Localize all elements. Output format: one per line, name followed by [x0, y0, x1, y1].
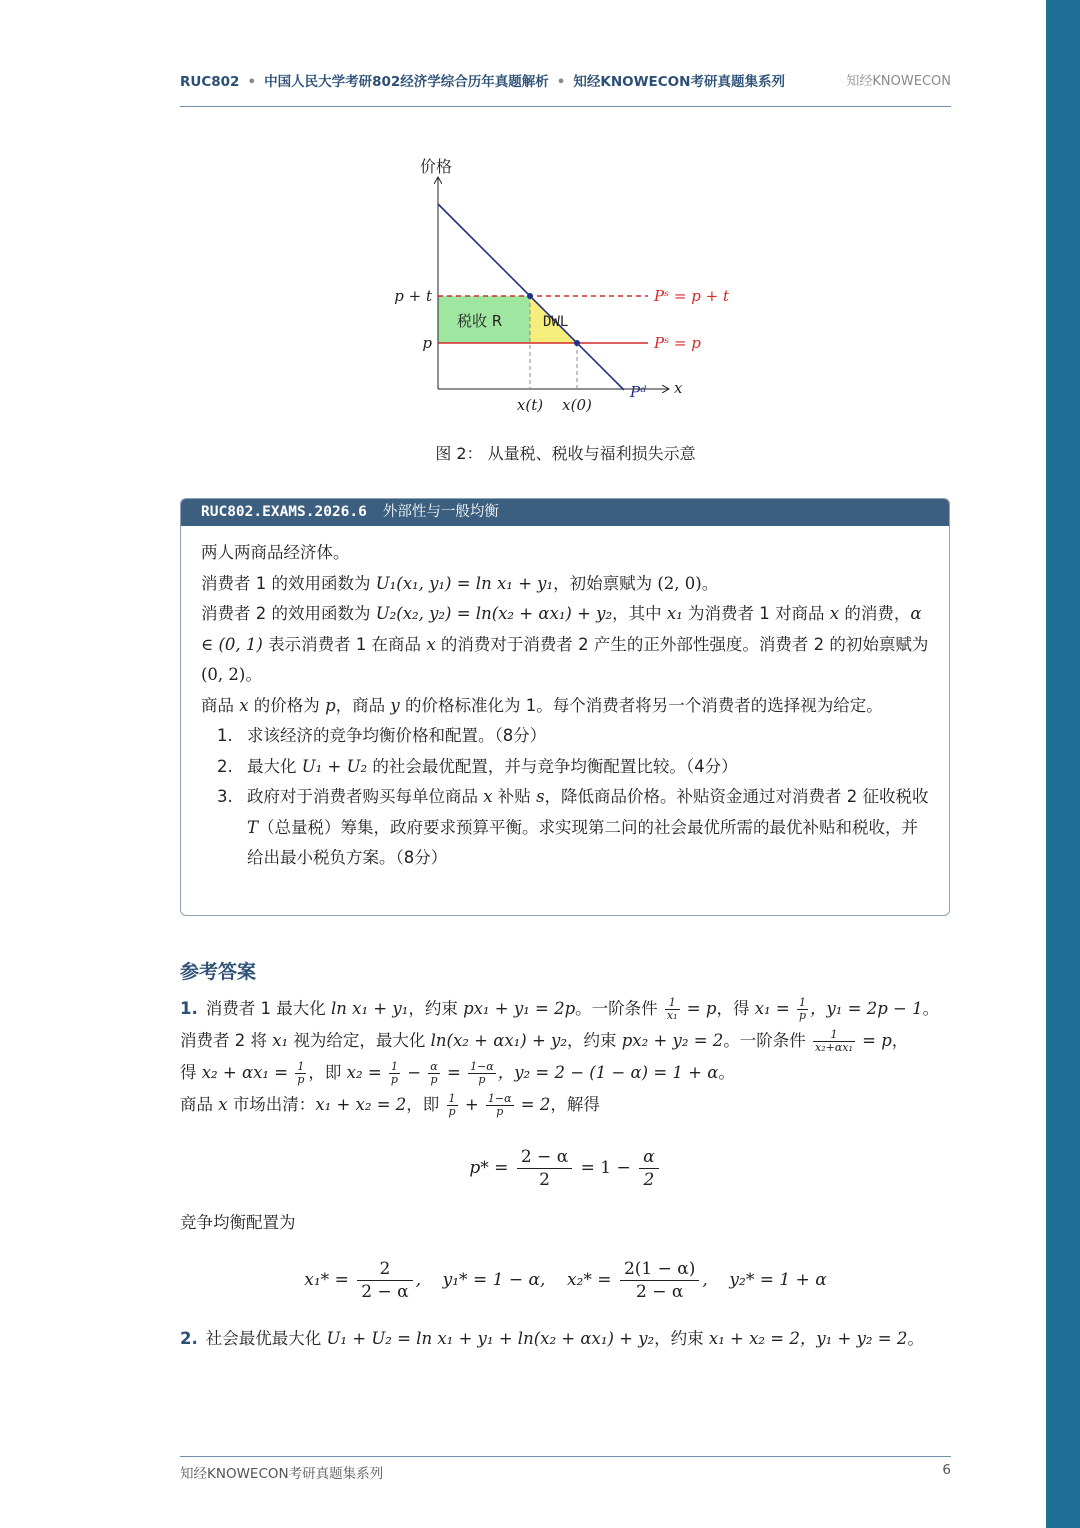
- base-equilibrium-point: [574, 340, 580, 346]
- equilibrium-allocation-equation: x₁* = $\frac{2}{2 - \alpha}$ , y₁* = 1 − α, x₂* = $\frac{2(1 - \alpha)}{2 - \alpha}$ , y₂* = 1 + α: [304, 1259, 827, 1302]
- answer-consumer2-solution: 得 x₂ + αx₁ = $\frac{1}{p}$ ，即 x₂ = $\frac{1}{p}$ − $\frac{\alpha}{p}$ = $\frac{1-\alpha}{p}$ ，y₂ = 2 − (1 − α) = 1 + α。: [180, 1060, 735, 1086]
- base-supply-label: Pˢ = p: [654, 334, 701, 352]
- consumer1-utility: 消费者 1 的效用函数为 U₁(x₁, y₁) = ln x₁ + y₁，初始禀赋为 (2, 0)。: [201, 573, 719, 593]
- answer-part2: 2. 社会最优最大化 U₁ + U₂ = ln x₁ + y₁ + ln(x₂ + αx₁) + y₂，约束 x₁ + x₂ = 2，y₁ + y₂ = 2。: [180, 1329, 924, 1348]
- equilibrium-price-equation: p* = $\frac{2 - \alpha}{2}$ = 1 − $\frac{\alpha}{2}$: [180, 1146, 951, 1191]
- answer-heading: 参考答案: [180, 961, 257, 983]
- demand-label: Pᵈ: [630, 383, 647, 401]
- header-rule: [180, 106, 951, 107]
- tax-diagram: [380, 150, 780, 425]
- page-header: RUC802 • 中国人民大学考研802经济学综合历年真题解析 • 知经KNOWECON考研真题集系列 知经KNOWECON: [180, 70, 951, 90]
- x-axis-label: x: [674, 379, 683, 397]
- question-2: 2. 最大化 U₁ + U₂ 的社会最优配置，并与竞争均衡配置比较。（4分）: [217, 756, 738, 776]
- page-footer: [180, 1462, 951, 1482]
- answer-part1-block: [180, 993, 952, 1121]
- exam-topic: 外部性与一般均衡: [382, 504, 499, 520]
- xt-label: x(t): [516, 396, 544, 414]
- label-p: p: [422, 334, 432, 352]
- answer-market-clearing: 商品 x 市场出清：x₁ + x₂ = 2，即 $\frac{1}{p}$ + $\frac{1-\alpha}{p}$ = 2，解得: [180, 1092, 600, 1118]
- tax-area-label: 税收 R: [457, 312, 503, 330]
- question-list: [201, 721, 929, 874]
- header-title: 中国人民大学考研802经济学综合历年真题解析: [264, 74, 549, 90]
- header-course: RUC802: [180, 74, 240, 90]
- question-3: 3. 政府对于消费者购买每单位商品 x 补贴 s，降低商品价格。补贴资金通过对消费者 2 征收税收 T（总量税）筹集，政府要求预算平衡。求实现第二问的社会最优所需的最优补贴和税收，并给出最小税负方案。（8分）: [217, 787, 929, 867]
- exam-code: RUC802.EXAMS.2026.6: [201, 504, 367, 520]
- footer-series: 知经KNOWECON考研真题集系列: [180, 1466, 384, 1482]
- footer-rule: [180, 1456, 951, 1457]
- tax-welfare-figure: [380, 150, 780, 425]
- price-normalization: 商品 x 的价格为 p，商品 y 的价格标准化为 1。每个消费者将另一个消费者的选择视为给定。: [201, 695, 883, 715]
- question-1: 1. 求该经济的竞争均衡价格和配置。（8分）: [217, 726, 547, 745]
- page-number: 6: [942, 1462, 951, 1478]
- consumer2-utility: 消费者 2 的效用函数为 U₂(x₂, y₂) = ln(x₂ + αx₁) + y₂，其中 x₁ 为消费者 1 对商品 x 的消费，α ∈ (0, 1) 表示消费者 1 在商品 x 的消费对于消费者 2 产生的正外部性强度。消费者 2 的初始禀赋为 (0, 2)。: [201, 604, 929, 684]
- dwl-label: DWL: [543, 314, 569, 330]
- page-side-bar: [1046, 0, 1080, 1528]
- figure-caption: 图 2： 从量税、税收与福利损失示意: [435, 444, 696, 463]
- answer-consumer2: 消费者 2 将 x₁ 视为给定，最大化 ln(x₂ + αx₁) + y₂，约束 px₂ + y₂ = 2。一阶条件 $\frac{1}{\text{x₂+αx₁}}$ = p，: [180, 1028, 909, 1054]
- exam-problem-box: [180, 498, 950, 916]
- y-axis-label: 价格: [420, 157, 453, 176]
- header-series: 知经KNOWECON考研真题集系列: [573, 74, 785, 90]
- answer-consumer1: 1. 消费者 1 最大化 ln x₁ + y₁，约束 px₁ + y₁ = 2p。一阶条件 $\frac{1}{\text{x₁}}$ = p，得 x₁ = $\frac{1}{p}$ ，y₁ = 2p − 1。: [180, 996, 940, 1022]
- exam-box-header: [181, 499, 949, 526]
- exam-box-body: [181, 526, 949, 874]
- header-brand: 知经KNOWECON: [846, 74, 951, 89]
- x0-label: x(0): [562, 396, 592, 414]
- exam-intro: 两人两商品经济体。: [201, 543, 350, 562]
- taxed-equilibrium-point: [527, 293, 533, 299]
- label-p-plus-t: p + t: [394, 287, 432, 305]
- allocation-label: 竞争均衡配置为: [180, 1213, 296, 1232]
- taxed-supply-label: Pˢ = p + t: [654, 287, 729, 305]
